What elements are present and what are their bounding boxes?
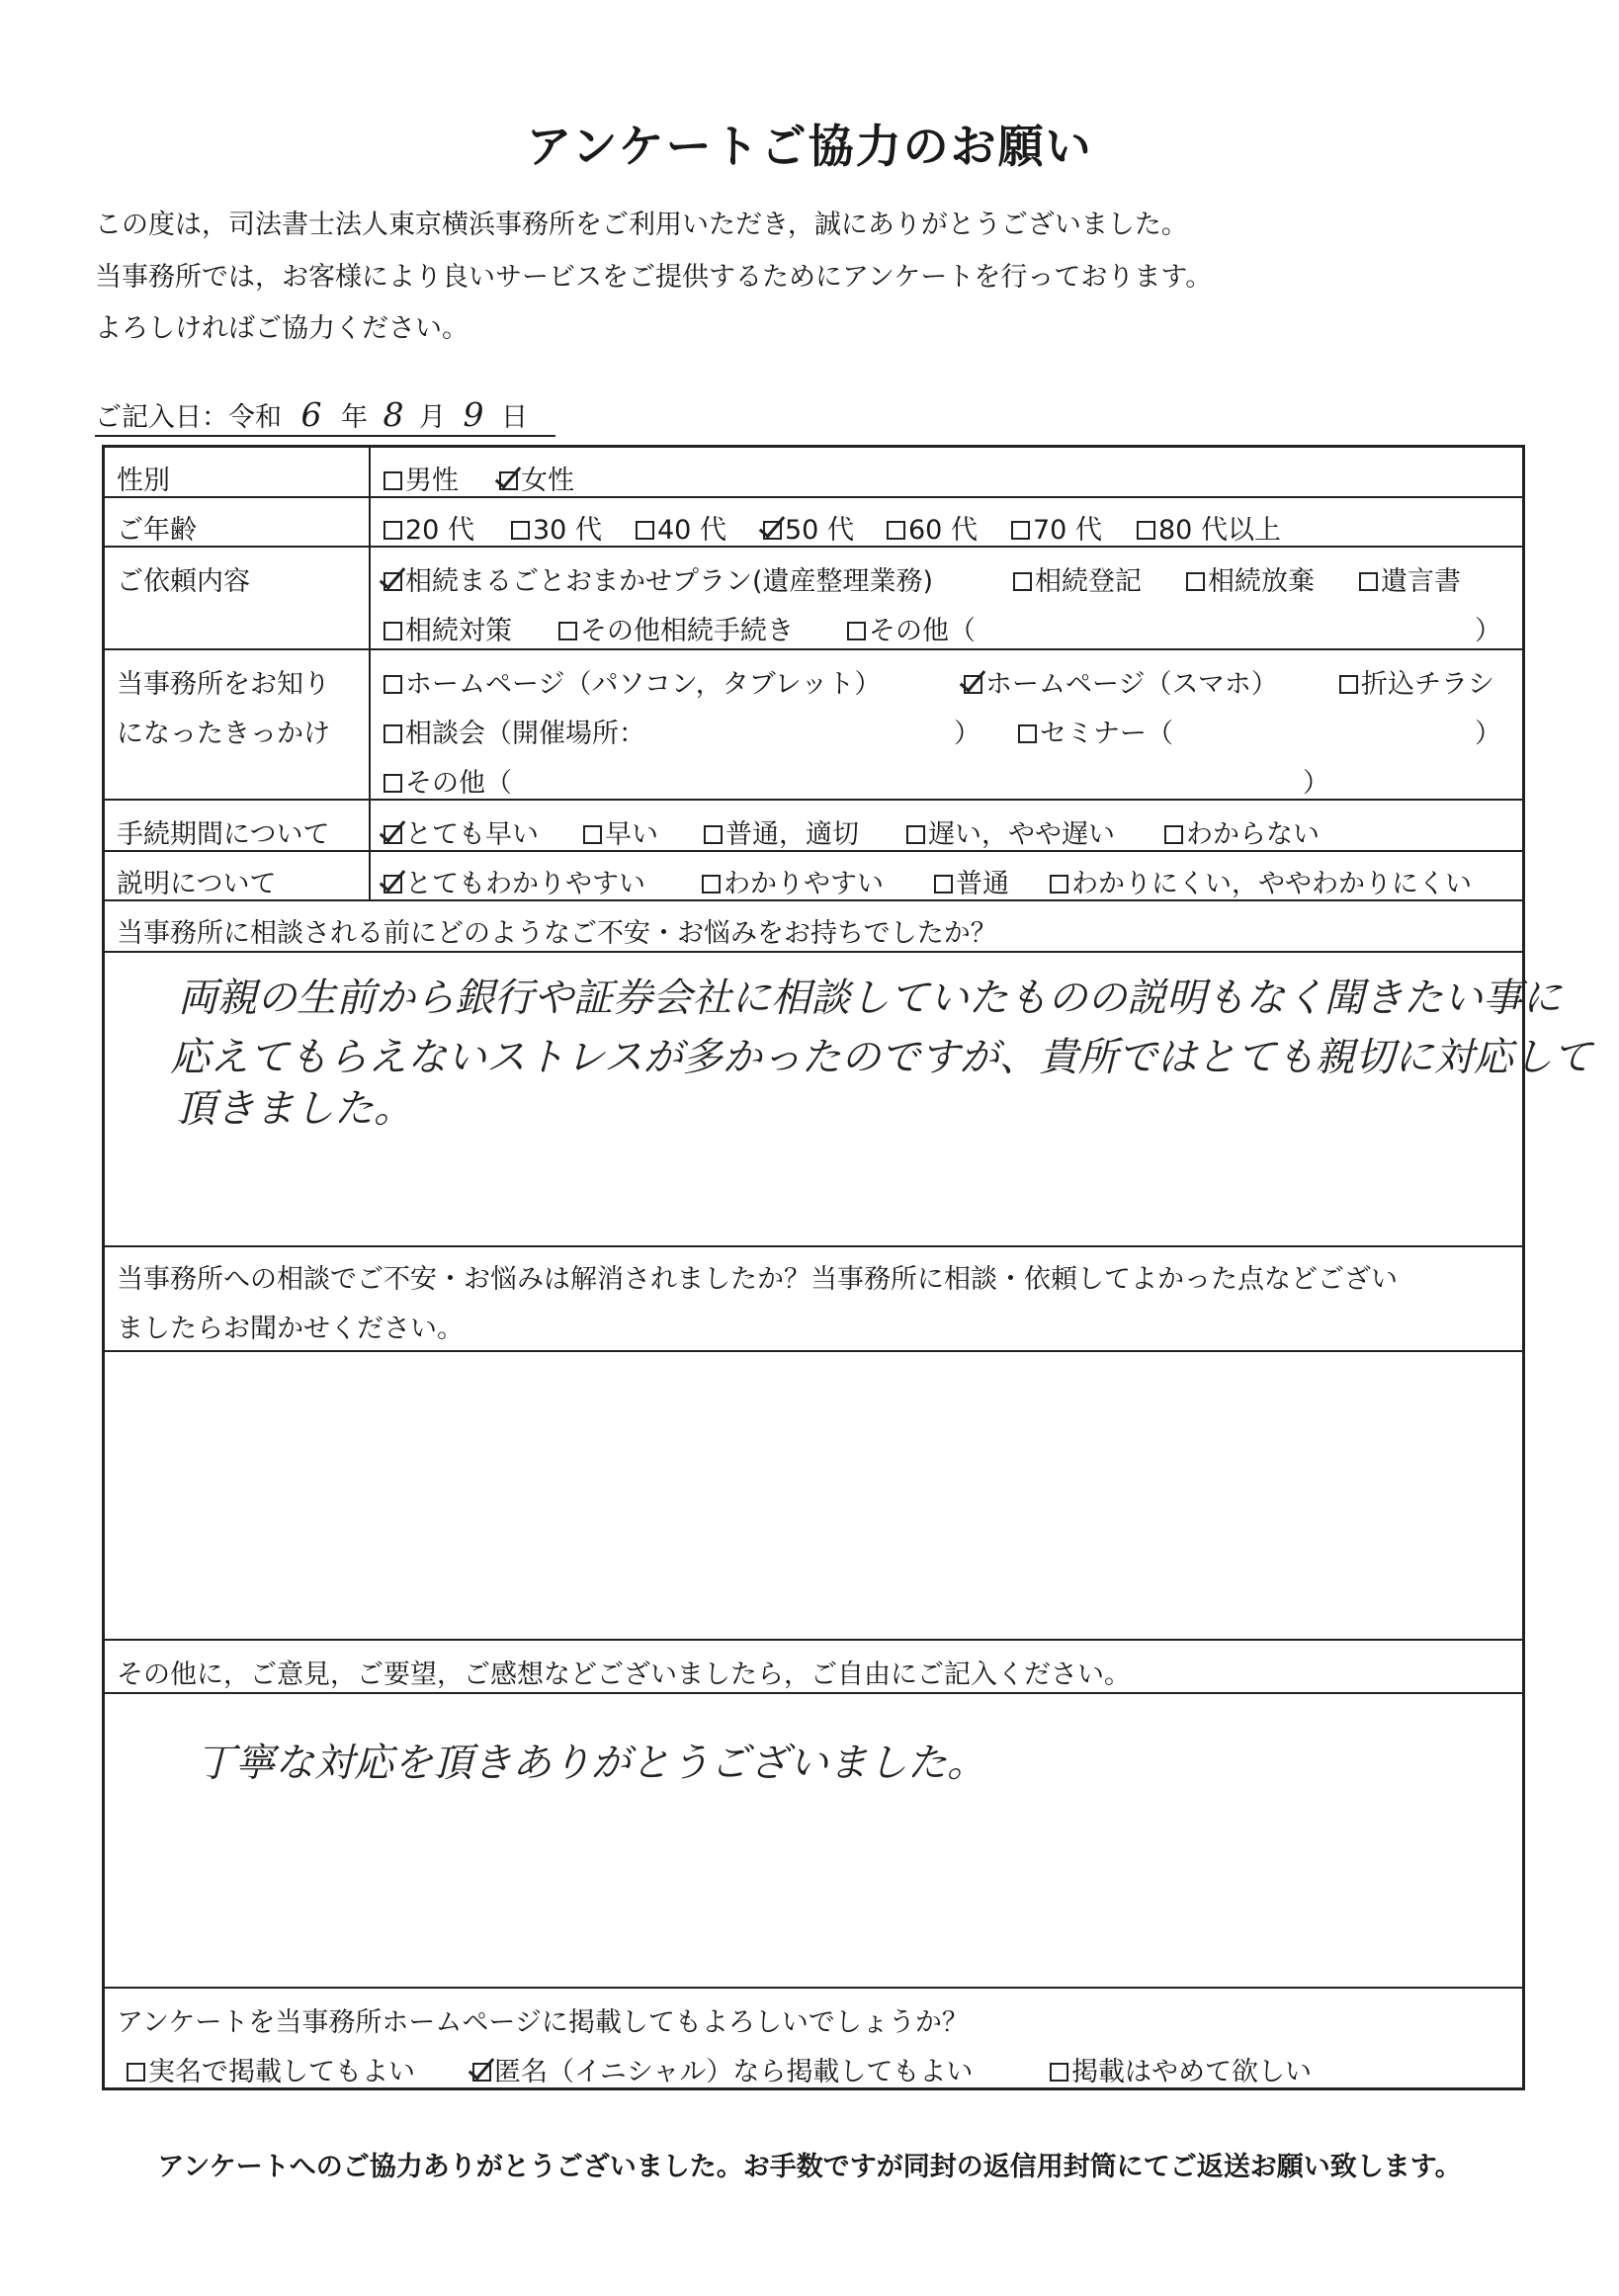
footer-note: アンケートへのご協力ありがとうございました。お手数ですが同封の返信用封筒にてご返送お願い致します。 [157, 2152, 1462, 2182]
explanation-normal-option[interactable]: 普通 [934, 862, 1009, 900]
checkbox-icon[interactable] [583, 825, 602, 844]
age-60-option[interactable]: 60 代 [887, 508, 978, 547]
intro-line-1: この度は，司法書士法人東京横浜事務所をご利用いただき，誠にありがとうございました。 [95, 210, 1188, 240]
checkbox-icon[interactable] [383, 622, 402, 640]
row-divider [102, 648, 1525, 650]
checkbox-icon[interactable] [1050, 875, 1068, 893]
checked-checkbox-icon[interactable] [499, 471, 518, 490]
checkbox-icon[interactable] [383, 521, 402, 540]
age-80-plus-option[interactable]: 80 代以上 [1137, 508, 1281, 547]
date-day[interactable]: 9 [463, 395, 484, 434]
checkbox-icon[interactable] [636, 521, 654, 540]
source-other-option[interactable]: その他（ [383, 761, 512, 800]
intro-line-2: 当事務所では，お客様により良いサービスをご提供するためにアンケートを行っております。 [95, 262, 1213, 293]
age-30-option[interactable]: 30 代 [511, 508, 602, 547]
q1-answer-line-1[interactable]: 両親の生前から銀行や証券会社に相談していたものの説明もなく聞きたい事に [178, 976, 1562, 1021]
date-month-unit: 月 [419, 402, 446, 433]
checkbox-icon[interactable] [704, 825, 723, 844]
source-homepage-mobile-option[interactable]: ホームページ（スマホ） [964, 662, 1278, 701]
request-full-plan-option[interactable]: 相続まるごとおまかせプラン(遺産整理業務) [383, 559, 933, 598]
q2-question-line-1: 当事務所への相談でご不安・お悩みは解消されましたか？当事務所に相談・依頼してよかった点などござい [117, 1264, 1398, 1295]
checkbox-icon[interactable] [1018, 724, 1037, 743]
checkbox-icon[interactable] [702, 875, 721, 893]
row-divider [102, 1639, 1525, 1641]
checkbox-icon[interactable] [1011, 521, 1030, 540]
date-row [95, 395, 528, 434]
source-seminar-option[interactable]: セミナー（ [1018, 712, 1173, 750]
checkbox-icon[interactable] [1050, 2063, 1068, 2082]
intro-line-3: よろしければご協力ください。 [95, 313, 469, 344]
publish-real-name-option[interactable]: 実名で掲載してもよい [127, 2050, 415, 2088]
checkbox-icon[interactable] [383, 774, 402, 793]
checkbox-icon[interactable] [1164, 825, 1183, 844]
request-planning-option[interactable]: 相続対策 [383, 609, 512, 647]
gender-female-option[interactable]: 女性 [499, 459, 574, 497]
request-other-close-paren: ） [1475, 616, 1501, 646]
checkbox-icon[interactable] [934, 875, 953, 893]
q2-question-line-2: ましたらお聞かせください。 [117, 1314, 464, 1344]
age-70-option[interactable]: 70 代 [1011, 508, 1102, 547]
source-label-line-2: になったきっかけ [117, 719, 330, 749]
date-day-unit: 日 [501, 402, 528, 433]
source-consultation-close-paren: ） [954, 719, 980, 749]
duration-normal-option[interactable]: 普通，適切 [704, 812, 859, 851]
source-other-close-paren: ） [1303, 768, 1329, 799]
source-label-line-1: 当事務所をお知り [117, 669, 330, 700]
checkbox-icon[interactable] [847, 622, 866, 640]
duration-very-fast-option[interactable]: とても早い [383, 812, 539, 851]
page-title: アンケートご協力のお願い [526, 120, 1093, 173]
row-divider [102, 496, 1525, 498]
age-20-option[interactable]: 20 代 [383, 508, 474, 547]
column-divider [369, 445, 371, 899]
checkbox-icon[interactable] [1186, 572, 1205, 591]
duration-fast-option[interactable]: 早い [583, 812, 658, 851]
q2-answer-area[interactable] [109, 1354, 1520, 1635]
row-divider [102, 1350, 1525, 1352]
checkbox-icon[interactable] [383, 675, 402, 694]
checkbox-icon[interactable] [383, 471, 402, 490]
request-other-option[interactable]: その他（ [847, 609, 976, 647]
date-label: ご記入日：令和 [95, 402, 282, 433]
age-label: ご年齢 [117, 515, 197, 546]
source-homepage-pc-option[interactable]: ホームページ（パソコン，タブレット） [383, 662, 881, 701]
request-other-inheritance-option[interactable]: その他相続手続き [558, 609, 794, 647]
checked-checkbox-icon[interactable] [763, 521, 782, 540]
age-40-option[interactable]: 40 代 [636, 508, 726, 547]
explanation-label: 説明について [117, 869, 277, 899]
explanation-very-clear-option[interactable]: とてもわかりやすい [383, 862, 645, 900]
checkbox-icon[interactable] [1013, 572, 1032, 591]
source-flyer-option[interactable]: 折込チラシ [1339, 662, 1494, 701]
date-year-unit: 年 [341, 402, 368, 433]
source-seminar-close-paren: ） [1475, 719, 1501, 749]
checkbox-icon[interactable] [887, 521, 905, 540]
row-divider [102, 1692, 1525, 1694]
explanation-unclear-option[interactable]: わかりにくい，ややわかりにくい [1050, 862, 1472, 900]
duration-label: 手続期間について [117, 819, 330, 850]
publish-question: アンケートを当事務所ホームページに掲載してもよろしいでしょうか？ [117, 2007, 969, 2038]
publish-decline-option[interactable]: 掲載はやめて欲しい [1050, 2050, 1312, 2088]
q1-answer-line-2[interactable]: 応えてもらえないストレスが多かったのですが、貴所ではとても親切に対応して [170, 1035, 1592, 1080]
q1-question: 当事務所に相談される前にどのようなご不安・お悩みをお持ちでしたか？ [117, 918, 997, 949]
checkbox-icon[interactable] [383, 724, 402, 743]
request-registration-option[interactable]: 相続登記 [1013, 559, 1142, 598]
checked-checkbox-icon[interactable] [383, 875, 402, 893]
q3-question: その他に，ご意見，ご要望，ご感想などございましたら，ご自由にご記入ください。 [117, 1659, 1131, 1690]
publish-anonymous-option[interactable]: 匿名（イニシャル）なら掲載してもよい [472, 2050, 973, 2088]
checkbox-icon[interactable] [1137, 521, 1155, 540]
request-label: ご依頼内容 [117, 566, 250, 597]
row-divider [102, 951, 1525, 953]
checkbox-icon[interactable] [906, 825, 925, 844]
gender-label: 性別 [117, 466, 170, 496]
duration-unknown-option[interactable]: わからない [1164, 812, 1320, 851]
row-divider [102, 1987, 1525, 1989]
request-will-option[interactable]: 遺言書 [1359, 559, 1461, 598]
checkbox-icon[interactable] [127, 2063, 145, 2082]
date-underline [95, 435, 555, 437]
date-year[interactable]: 6 [300, 395, 322, 434]
source-consultation-option[interactable]: 相談会（開催場所： [383, 712, 645, 750]
gender-male-option[interactable]: 男性 [383, 459, 459, 497]
checked-checkbox-icon[interactable] [472, 2063, 491, 2082]
request-renunciation-option[interactable]: 相続放棄 [1186, 559, 1315, 598]
checked-checkbox-icon[interactable] [383, 572, 402, 591]
checkbox-icon[interactable] [511, 521, 530, 540]
checked-checkbox-icon[interactable] [383, 825, 402, 844]
checkbox-icon[interactable] [1339, 675, 1358, 694]
duration-slow-option[interactable]: 遅い，やや遅い [906, 812, 1115, 851]
checkbox-icon[interactable] [558, 622, 577, 640]
checked-checkbox-icon[interactable] [964, 675, 982, 694]
explanation-clear-option[interactable]: わかりやすい [702, 862, 884, 900]
age-50-option[interactable]: 50 代 [763, 508, 854, 547]
date-month[interactable]: 8 [383, 395, 404, 434]
q1-answer-line-3[interactable]: 頂きました。 [176, 1086, 413, 1132]
checkbox-icon[interactable] [1359, 572, 1378, 591]
q3-answer[interactable]: 丁寧な対応を頂きありがとうございました。 [196, 1741, 986, 1786]
row-divider [102, 1245, 1525, 1247]
